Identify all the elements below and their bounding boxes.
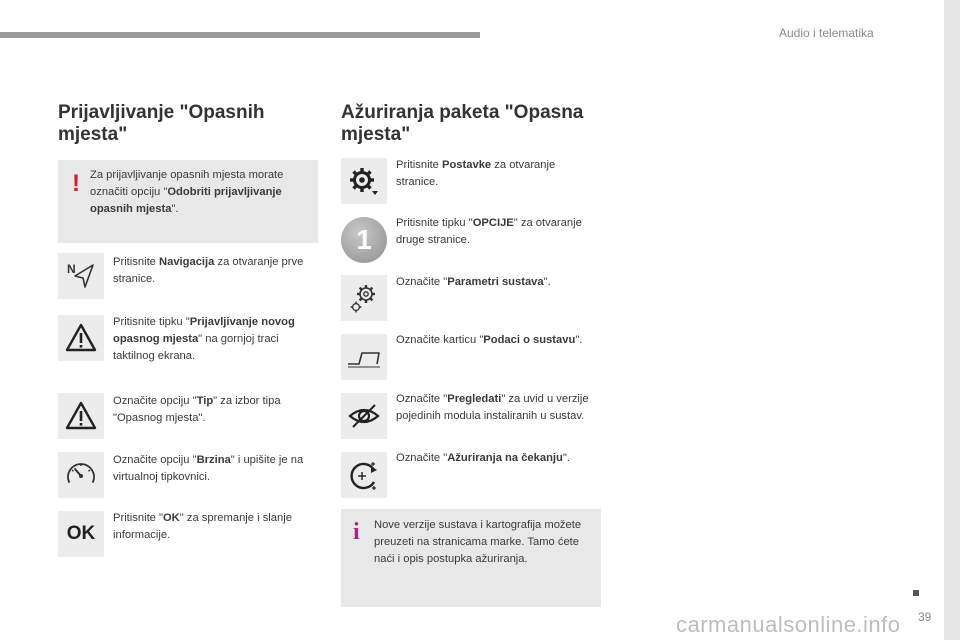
step-text: Označite "Parametri sustava".	[396, 276, 551, 288]
step-text: Pritisnite Postavke za otvaranje stranice.	[396, 159, 556, 188]
view-eye-icon	[341, 393, 387, 439]
warning-triangle-icon	[58, 393, 104, 439]
step-text: Pritisnite tipku "Prijavljivanje novog opasnog mjesta" na gornjoj traci taktilnog ekrana.	[113, 316, 295, 362]
step-text: Označite karticu "Podaci o sustavu".	[396, 334, 583, 346]
step-text: Označite "Pregledati" za uvid u verzije pojedinih modula instaliranih u sustav.	[396, 393, 589, 422]
page-number: 39	[918, 610, 932, 624]
step-text: Označite opciju "Brzina" i upišite je na virtualnoj tipkovnici.	[113, 454, 304, 483]
step-text: Označite opciju "Tip" za izbor tipa "Opasnog mjesta".	[113, 395, 281, 424]
info-text: Nove verzije sustava i kartografija možete preuzeti na stranicama marke. Tamo ćete naći i opis postupka ažuriranja.	[374, 519, 582, 565]
section-title-report: Prijavljivanje "Opasnih mjesta"	[58, 102, 265, 145]
step-text: Pritisnite "OK" za spremanje i slanje informacije.	[113, 512, 292, 541]
number-one-badge: 1	[341, 217, 387, 263]
chapter-title: Audio i telematika	[779, 26, 874, 40]
info-notice	[341, 509, 601, 607]
update-pending-icon	[341, 452, 387, 498]
step-text: Označite "Ažuriranja na čekanju".	[396, 452, 570, 464]
end-of-section-mark	[913, 590, 919, 596]
warning-text: Za prijavljivanje opasnih mjesta morate označiti opciju "Odobriti prijavljivanje opasnih mjesta".	[90, 169, 284, 215]
settings-gear-icon	[341, 158, 387, 204]
page-edge-strip	[944, 0, 960, 640]
svg-text:N: N	[67, 262, 76, 276]
section-title-updates: Ažuriranja paketa "Opasna mjesta"	[341, 102, 584, 145]
speedometer-icon	[58, 452, 104, 498]
ok-icon: OK	[58, 511, 104, 557]
step-text: Pritisnite Navigacija za otvaranje prve stranice.	[113, 256, 304, 285]
info-icon: i	[353, 519, 360, 545]
header-bar	[0, 32, 480, 38]
warning-notice	[58, 160, 318, 243]
system-settings-icon	[341, 275, 387, 321]
watermark-text: carmanualsonline.info	[676, 612, 901, 637]
tab-icon	[341, 334, 387, 380]
step-text: Pritisnite tipku "OPCIJE" za otvaranje druge stranice.	[396, 217, 582, 246]
navigation-icon	[58, 253, 104, 299]
warning-triangle-icon	[58, 315, 104, 361]
exclamation-icon: !	[72, 170, 80, 197]
